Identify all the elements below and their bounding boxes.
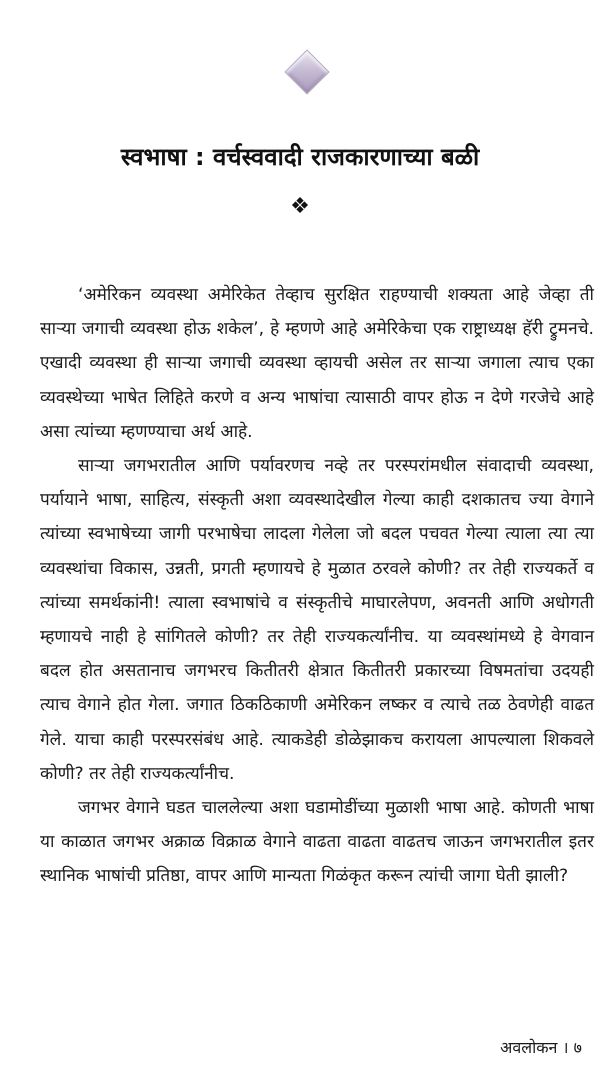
footer-book-title: अवलोकन [500, 1038, 558, 1057]
footer-divider: । [562, 1038, 569, 1057]
paragraph-1: ‘अमेरिकन व्यवस्था अमेरिकेत तेव्हाच सुरक्षित राहण्याची शक्यता आहे जेव्हा ती साऱ्या जगाची व्यवस्था होऊ शकेल’, हे म्हणणे आहे अमेरिकेचा एक राष्ट्राध्यक्ष हॅरी ट्रुमनचे. एखादी व्यवस्था ही साऱ्या जगाची व्यवस्था व्हायची असेल तर साऱ्या जगाला त्याच एका व्यवस्थेच्या भाषेत लिहिते करणे व अन्य भाषांचा त्यासाठी वापर होऊ न देणे गरजेचे आहे असा त्यांच्या म्हणण्याचा अर्थ आहे. [40, 285, 594, 442]
chapter-body [40, 278, 594, 894]
diamond-ornament-icon [284, 49, 329, 94]
footer-page-number: ७ [573, 1038, 582, 1057]
page-footer [500, 1036, 582, 1060]
paragraph-2: साऱ्या जगभरातील आणि पर्यावरणच नव्हे तर परस्परांमधील संवादाची व्यवस्था, पर्यायाने भाषा, साहित्य, संस्कृती अशा व्यवस्थादेखील गेल्या काही दशकातच ज्या वेगाने त्यांच्या स्वभाषेच्या जागी परभाषेचा लादला गेलेला जो बदल पचवत गेल्या त्याला त्या त्या व्यवस्थांचा विकास, उन्नती, प्रगती म्हणायचे हे मुळात ठरवले कोणी? तर तेही राज्यकर्ते व त्यांच्या समर्थकांनी! त्याला स्वभाषांचे व संस्कृतीचे माघारलेपण, अवनती आणि अधोगती म्हणायचे नाही हे सांगितले कोणी? तर तेही राज्यकर्त्यांनीच. या व्यवस्थांमध्ये हे वेगवान बदल होत असतानाच जगभरच कितीतरी क्षेत्रात कितीतरी प्रकारच्या विषमतांचा उदयही त्याच वेगाने होत गेला. जगात ठिकठिकाणी अमेरिकन लष्कर व त्याचे तळ ठेवणेही वाढत गेले. याचा काही परस्परसंबंध आहे. त्याकडेही डोळेझाकच करायला आपल्याला शिकवले कोणी? तर तेही राज्यकर्त्यांनीच. [40, 456, 594, 784]
separator-ornament-icon: ❖ [290, 194, 310, 219]
paragraph-3: जगभर वेगाने घडत चाललेल्या अशा घडामोडींच्या मुळाशी भाषा आहे. कोणती भाषा या काळात जगभर अक्राळ विक्राळ वेगाने वाढता वाढता वाढतच जाऊन जगभरातील इतर स्थानिक भाषांची प्रतिष्ठा, वापर आणि मान्यता गिळंकृत करून त्यांची जागा घेती झाली? [40, 798, 594, 887]
chapter-title: स्वभाषा : वर्चस्ववादी राजकारणाच्या बळी [120, 143, 480, 171]
